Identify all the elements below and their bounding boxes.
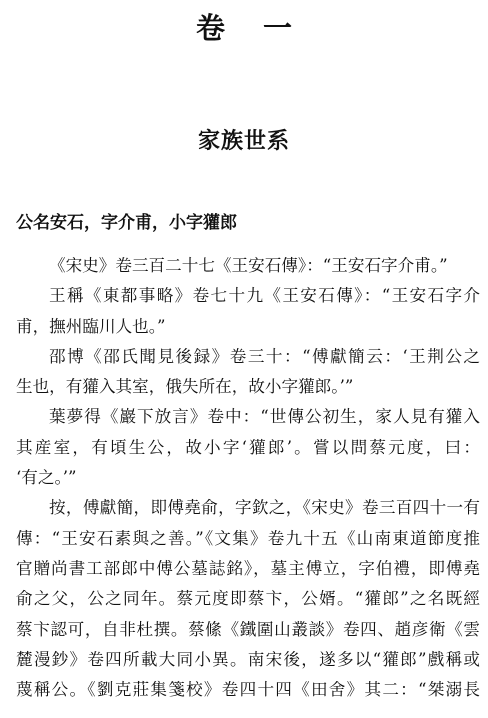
body-line: 《宋史》卷三百二十七《王安石傳》：“王安石字介甫。”	[49, 256, 448, 275]
body-line: ‘有之。’”	[16, 468, 77, 488]
body-line: 俞之父，公之同年。蔡元度即蔡卞，公婿。“獾郎”之名既經	[16, 589, 480, 609]
volume-title-number: 一	[263, 11, 293, 45]
body-line: 生也，有獾入其室，俄失所在，故小字獾郎。’”	[16, 377, 354, 397]
volume-title	[0, 6, 488, 47]
body-line: 邵博《邵氏聞見後録》卷三十：“傅獻簡云：‘王荆公之	[49, 346, 480, 366]
body-line: 甫，撫州臨川人也。”	[16, 316, 166, 336]
body-line: 葉夢得《巖下放言》卷中：“世傳公初生，家人見有獾入	[49, 407, 480, 427]
body-line: 王稱《東都事略》卷七十九《王安石傳》：“王安石字介	[49, 286, 480, 306]
body-text	[16, 251, 480, 705]
body-line: 蔑稱公。《劉克莊集箋校》卷四十四《田舍》其二：“桀溺長	[16, 680, 480, 700]
chapter-title: 家族世系	[197, 128, 290, 154]
body-line: 其産室，有頃生公，故小字‘獾郎’。嘗以問蔡元度，曰：	[16, 437, 480, 457]
body-line: 蔡卞認可，自非杜撰。蔡絛《鐵圍山叢談》卷四、趙彦衛《雲	[16, 619, 480, 639]
body-line: 麓漫鈔》卷四所載大同小異。南宋後，遂多以“獾郎”戲稱或	[16, 649, 480, 669]
body-line: 按，傅獻簡，即傅堯俞，字欽之，《宋史》卷三百四十一有	[49, 498, 480, 518]
section-heading: 公名安石，字介甫，小字獾郎	[16, 213, 237, 233]
volume-title-main: 卷	[195, 11, 225, 45]
body-line: 官贈尚書工部郎中傅公墓誌銘》，墓主傅立，字伯禮，即傅堯	[16, 558, 480, 578]
body-line: 傳：“王安石素與之善。”《文集》卷九十五《山南東道節度推	[16, 528, 480, 548]
